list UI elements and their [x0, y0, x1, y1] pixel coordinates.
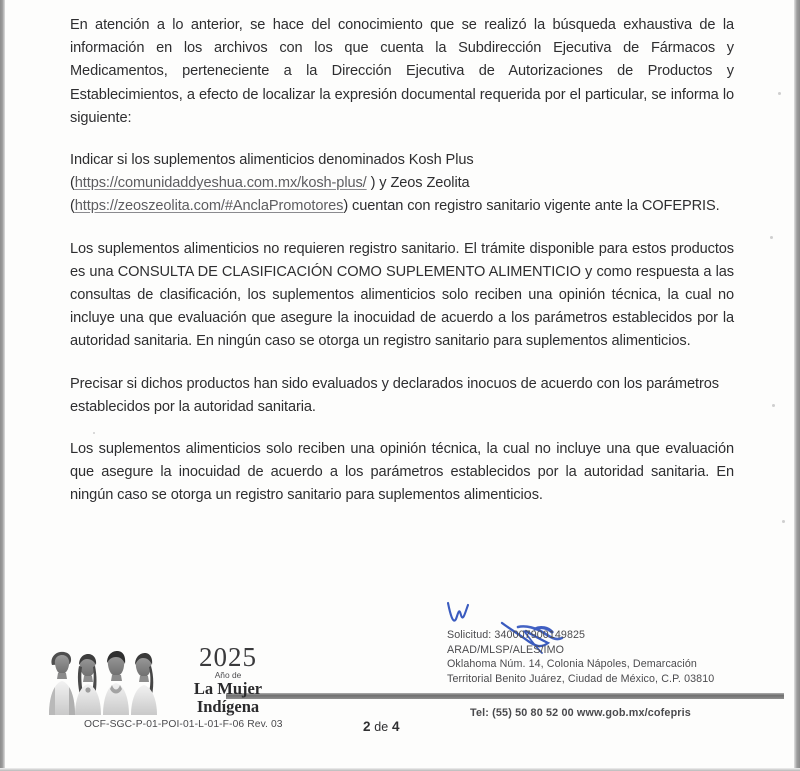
page-current: 2 — [363, 719, 371, 734]
question-one-mid: ) y Zeos Zeolita — [366, 175, 470, 192]
logo-line-one: La Mujer — [193, 679, 263, 698]
indigenous-women-illustration-icon — [46, 643, 166, 715]
logo-line-two: Indígena — [196, 696, 260, 716]
stamp-unidad: ARAD/MLSP/ALES/IMO — [447, 643, 565, 656]
paren-open-2: ( — [70, 198, 75, 215]
paragraph-answer-one: Los suplementos alimenticios no requieren registro sanitario. El trámite disponible para estos productos es una CONSULTA DE CLASIFICACIÓN COMO SUPLEMENTO ALIMENTICIO y como respuesta a las consultas de clasificación, los suplementos alimenticios solo reciben una opinión técnica, la cual no incluye una que evaluación que asegure la inocuidad de acuerdo a los parámetros establecidos por la autoridad sanitaria. En ningún caso se otorga un registro sanitario para suplementos alimenticios. — [70, 240, 734, 350]
document-body — [70, 14, 734, 527]
footer-contact: Tel: (55) 50 80 52 00 www.gob.mx/cofepris — [470, 707, 691, 719]
government-logo — [46, 643, 336, 733]
scan-speck — [772, 404, 775, 407]
paragraph-answer-two: Los suplementos alimenticios solo reciben una opinión técnica, la cual no incluye una que evaluación que asegure la inocuidad de acuerdo a los parámetros establecidos por la autoridad sanitaria. En ningún caso se otorga un registro sanitario para suplementos alimenticios. — [70, 441, 734, 504]
logo-year: 2025 — [199, 642, 257, 672]
page-total: 4 — [391, 719, 400, 734]
scan-speck — [778, 92, 781, 95]
stamp-block — [447, 628, 777, 686]
woman-figure-3 — [103, 651, 129, 715]
stamp-solicitud: Solicitud: 340007900149825 — [447, 629, 586, 641]
woman-figure-4 — [131, 653, 157, 715]
stamp-address-line-1: Oklahoma Núm. 14, Colonia Nápoles, Demarcación — [447, 658, 697, 671]
logo-wordmark — [168, 643, 288, 715]
paren-open-1: ( — [70, 175, 75, 192]
scan-speck — [770, 236, 773, 239]
paragraph-question-two: Precisar si dichos productos han sido evaluados y declarados inocuos de acuerdo con los parámetros establecidos por la autoridad sanitaria. — [70, 375, 719, 415]
woman-figure-2 — [75, 654, 101, 715]
logo-ano-de: Año de — [214, 670, 242, 680]
stamp-address-line-2: Territorial Benito Juárez, Ciudad de México, C.P. 03810 — [447, 672, 715, 685]
scan-speck — [782, 520, 785, 523]
page-footer — [0, 595, 800, 771]
question-one-tail: ) cuentan con registro sanitario vigente ante la COFEPRIS. — [343, 198, 720, 215]
link-zeos-zeolita[interactable]: https://zeoszeolita.com/#AnclaPromotores — [74, 198, 344, 215]
page-indicator — [363, 719, 399, 734]
link-kosh-plus[interactable]: https://comunidaddyeshua.com.mx/kosh-plus/ — [74, 175, 367, 192]
paragraph-intro: En atención a lo anterior, se hace del conocimiento que se realizó la búsqueda exhaustiva de la información en los archivos con los que cuenta la Subdirección Ejecutiva de Fármacos y Medicamentos, perteneciente a la Dirección Ejecutiva de Autorizaciones de Productos y Establecimientos, a efecto de localizar la expresión documental requerida por el particular, se informa lo siguiente: — [70, 17, 734, 126]
paragraph-question-one — [70, 149, 734, 219]
page-separator: de — [374, 720, 389, 734]
woman-figure-1 — [49, 652, 75, 715]
document-code: OCF-SGC-P-01-POI-01-L-01-F-06 Rev. 03 — [84, 719, 283, 730]
question-one-lead: Indicar si los suplementos alimenticios denominados Kosh Plus — [70, 152, 474, 169]
